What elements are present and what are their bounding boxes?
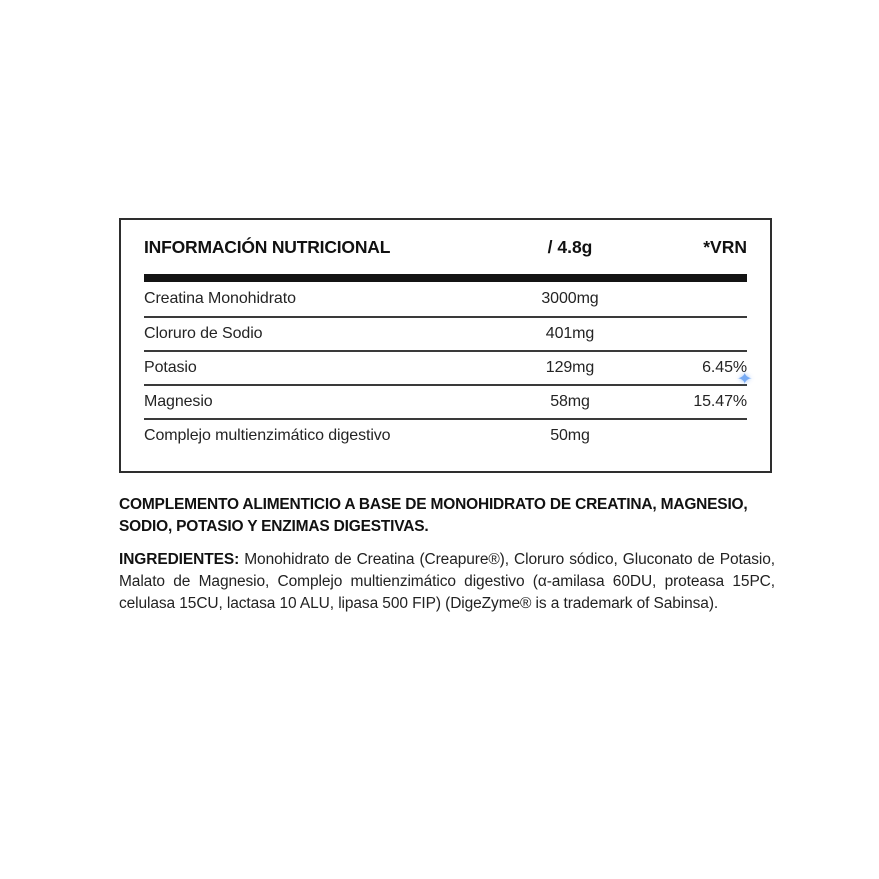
- table-row-magnesio: [144, 384, 747, 418]
- header-divider-bar: [144, 274, 747, 282]
- nutrient-name: Cloruro de Sodio: [144, 325, 263, 342]
- nutrient-name: Potasio: [144, 359, 197, 376]
- table-row-potasio: [144, 350, 747, 384]
- nutrient-name: Complejo multienzimático digestivo: [144, 427, 391, 444]
- supplement-description: COMPLEMENTO ALIMENTICIO A BASE DE MONOHIDRATO DE CREATINA, MAGNESIO, SODIO, POTASIO Y ENZIMAS DIGESTIVAS.: [119, 496, 748, 535]
- ingredients-paragraph: [119, 549, 775, 615]
- sparkle-artifact-icon: ✦: [735, 371, 754, 388]
- nutrient-name: Creatina Monohidrato: [144, 290, 296, 307]
- ingredients-label: INGREDIENTES:: [119, 551, 240, 568]
- nutrient-vrn: 6.45%: [702, 359, 747, 376]
- nutrient-amount: 3000mg: [541, 290, 599, 307]
- nutrition-table-title: INFORMACIÓN NUTRICIONAL: [144, 236, 391, 257]
- serving-size-header: / 4.8g: [547, 236, 593, 257]
- nutrient-amount: 401mg: [545, 325, 595, 342]
- table-row-complejo: [144, 418, 747, 452]
- vrn-column-header: *VRN: [703, 236, 747, 257]
- nutrient-name: Magnesio: [144, 393, 213, 410]
- table-row-creatina: [144, 282, 747, 316]
- nutrient-vrn: 15.47%: [693, 393, 747, 410]
- table-row-cloruro: [144, 316, 747, 350]
- nutrient-amount: 129mg: [545, 359, 595, 376]
- nutrition-table-header: [144, 220, 747, 274]
- ingredients-text: Monohidrato de Creatina (Creapure®), Cloruro sódico, Gluconato de Potasio, Malato de Magnesio, Complejo multienzimático digestivo (α-amilasa 60DU, proteasa 15PC, celulasa 15CU, lactasa 10 ALU, lipasa 500 FIP) (DigeZyme® is a trademark of Sabinsa).: [119, 551, 775, 612]
- nutrient-amount: 58mg: [550, 393, 590, 410]
- nutrition-facts-panel: [119, 218, 772, 473]
- nutrient-amount: 50mg: [550, 427, 590, 444]
